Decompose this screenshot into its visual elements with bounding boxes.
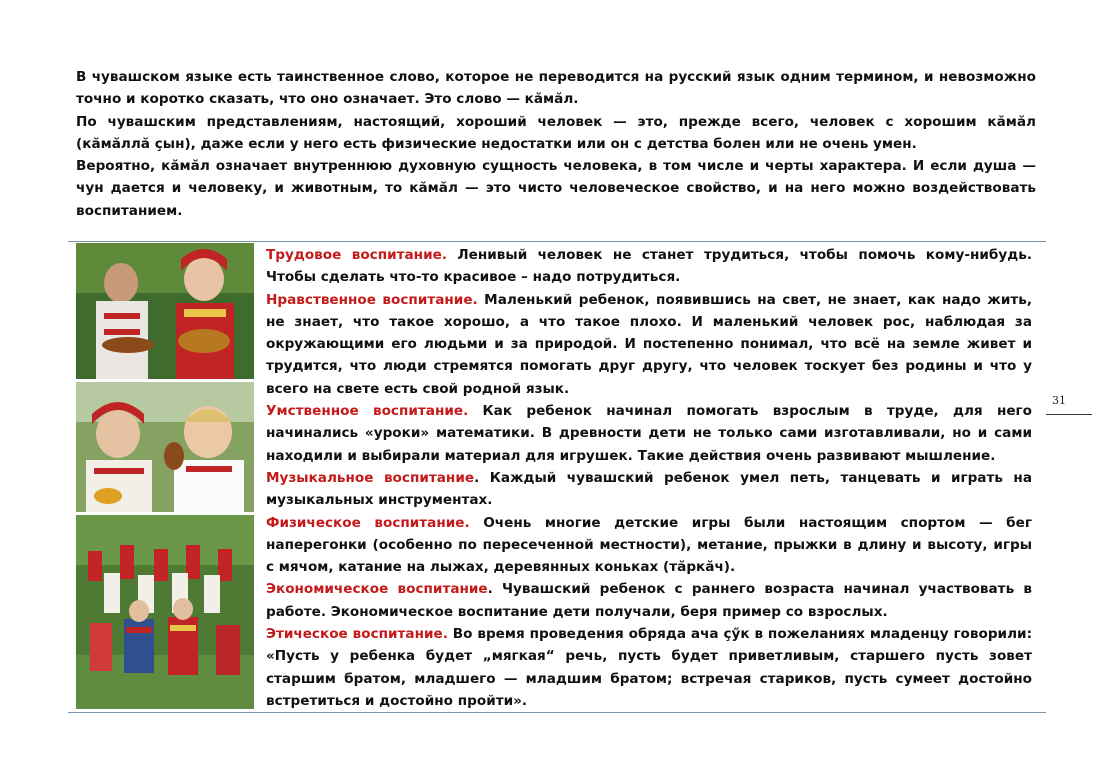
section-text: . Чувашский ребенок с раннего возраста начинал участвовать в работе. Экономическое воспитание дети получали, беря пример со взрослых.: [266, 581, 1032, 620]
photo-children-with-ladles: [76, 382, 254, 512]
page-number-rule: [1046, 414, 1092, 415]
section-text: Как ребенок начинал помогать взрослым в труде, для него начинались «уроки» математики. В древности дети не только сами изготавливали, но и сами находили и выбирали материал для игрушек. Такие действия очень развивают мышление.: [266, 403, 1032, 464]
section-heading: Физическое воспитание.: [266, 514, 470, 531]
upbringing-sections: [266, 244, 1032, 712]
intro-paragraph: Вероятно, кӑмӑл означает внутреннюю духовную сущность человека, в том числе и черты характера. И если душа — чун дается и человеку, и животным, то кӑмӑл — это чисто человеческое свойство, и на него можно воздействовать воспитанием.: [76, 158, 1036, 219]
intro-paragraph: В чувашском языке есть таинственное слово, которое не переводится на русский язык одним термином, и невозможно точно и коротко сказать, что оно означает. Это слово — кӑмӑл.: [76, 69, 1036, 108]
section-heading: Экономическое воспитание: [266, 581, 488, 598]
section-heading: Музыкальное воспитание: [266, 469, 475, 486]
section-heading: Этическое воспитание.: [266, 626, 448, 643]
section-text: Ленивый человек не станет трудиться, чтобы помочь кому-нибудь. Чтобы сделать что-то красивое – надо потрудиться.: [266, 247, 1032, 286]
section-text: Очень многие детские игры были настоящим спортом — бег наперегонки (особенно по пересеченной местности), метание, прыжки в длину и высоту, игры с мячом, катание на лыжах, деревянных коньках (тӑркӑч).: [266, 514, 1032, 576]
top-divider: [68, 241, 1046, 242]
section-ethical: [266, 623, 1032, 712]
section-physical: [266, 512, 1032, 579]
section-heading: Трудовое воспитание.: [266, 247, 447, 263]
section-mental: [266, 400, 1032, 467]
section-economic: [266, 578, 1032, 623]
section-text: Во время проведения обряда ача ҫӳк в пожеланиях младенцу говорили: «Пусть у ребенка будет „мягкая“ речь, пусть будет приветливым, старшего пусть зовет старшим братом, младшего — младшим братом; встречая стариков, пусть сумеет достойно встретиться и достойно пройти».: [266, 626, 1033, 709]
photo-children-dancing: [76, 515, 254, 709]
intro-text: [76, 66, 1036, 222]
bottom-divider: [68, 712, 1046, 713]
section-musical: [266, 467, 1032, 512]
photo-children-with-bread: [76, 243, 254, 379]
section-text: Маленький ребенок, появившись на свет, не знает, как надо жить, не знает, что такое хорошо, а что такое плохо. И маленький человек рос, наблюдая за окружающими его людьми и за природой. И постепенно понимал, что всё на земле живет и трудится, что люди стремятся помогать друг другу, что человек тоскует без родины и что у всего на свете есть свой родной язык.: [266, 291, 1032, 397]
section-heading: Умственное воспитание.: [266, 403, 469, 420]
section-moral: [266, 289, 1032, 400]
page-number: 31: [1052, 394, 1066, 407]
intro-paragraph: По чувашским представлениям, настоящий, хороший человек — это, прежде всего, человек с хорошим кӑмӑл (кӑмӑллӑ ҫын), даже если у него есть физические недостатки или он с детства болен или не очень умен.: [76, 113, 1036, 152]
section-text: . Каждый чувашский ребенок умел петь, танцевать и играть на музыкальных инструментах.: [266, 469, 1032, 509]
section-labor: [266, 244, 1032, 289]
section-heading: Нравственное воспитание.: [266, 291, 478, 308]
